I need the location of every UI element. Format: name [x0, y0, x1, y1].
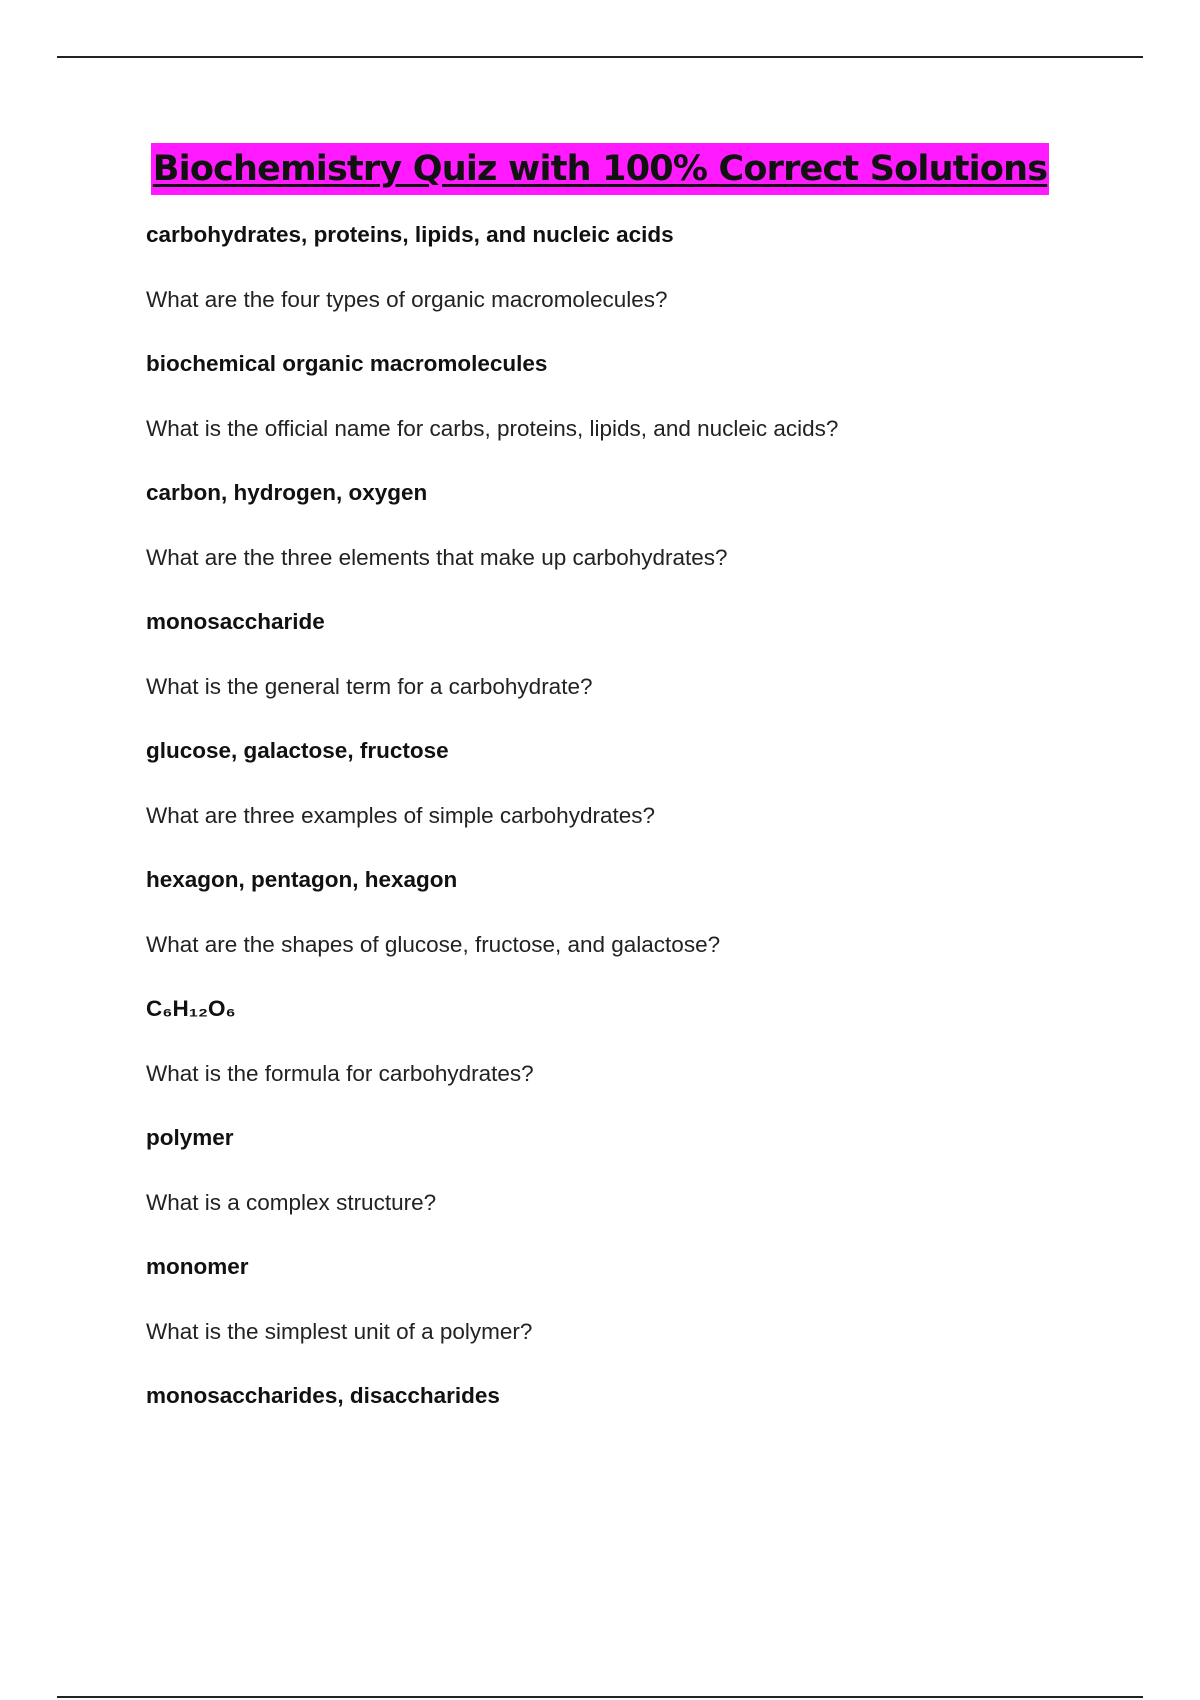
answer-text: carbon, hydrogen, oxygen	[146, 480, 428, 505]
page-title: Biochemistry Quiz with 100% Correct Solutions	[151, 143, 1049, 195]
question-text: What is the simplest unit of a polymer?	[146, 1318, 533, 1344]
answer-text: glucose, galactose, fructose	[146, 738, 449, 763]
answer-text: carbohydrates, proteins, lipids, and nucleic acids	[146, 222, 674, 247]
answer-text: C₆H₁₂O₆	[146, 996, 236, 1021]
question-text: What are three examples of simple carbohydrates?	[146, 802, 655, 828]
bottom-rule	[57, 1696, 1143, 1698]
question-text: What is the formula for carbohydrates?	[146, 1060, 534, 1086]
question-text: What is a complex structure?	[146, 1189, 437, 1215]
qa-list	[146, 220, 1146, 1446]
title-container	[0, 143, 1200, 195]
answer-text: polymer	[146, 1125, 234, 1150]
top-rule	[57, 56, 1143, 58]
question-text: What is the official name for carbs, proteins, lipids, and nucleic acids?	[146, 415, 839, 441]
question-text: What are the four types of organic macromolecules?	[146, 286, 668, 312]
answer-text: biochemical organic macromolecules	[146, 351, 548, 376]
question-text: What is the general term for a carbohydrate?	[146, 673, 593, 699]
question-text: What are the shapes of glucose, fructose, and galactose?	[146, 931, 721, 957]
answer-text: hexagon, pentagon, hexagon	[146, 867, 458, 892]
answer-text: monosaccharides, disaccharides	[146, 1383, 500, 1408]
answer-text: monomer	[146, 1254, 249, 1279]
question-text: What are the three elements that make up carbohydrates?	[146, 544, 728, 570]
answer-text: monosaccharide	[146, 609, 325, 634]
